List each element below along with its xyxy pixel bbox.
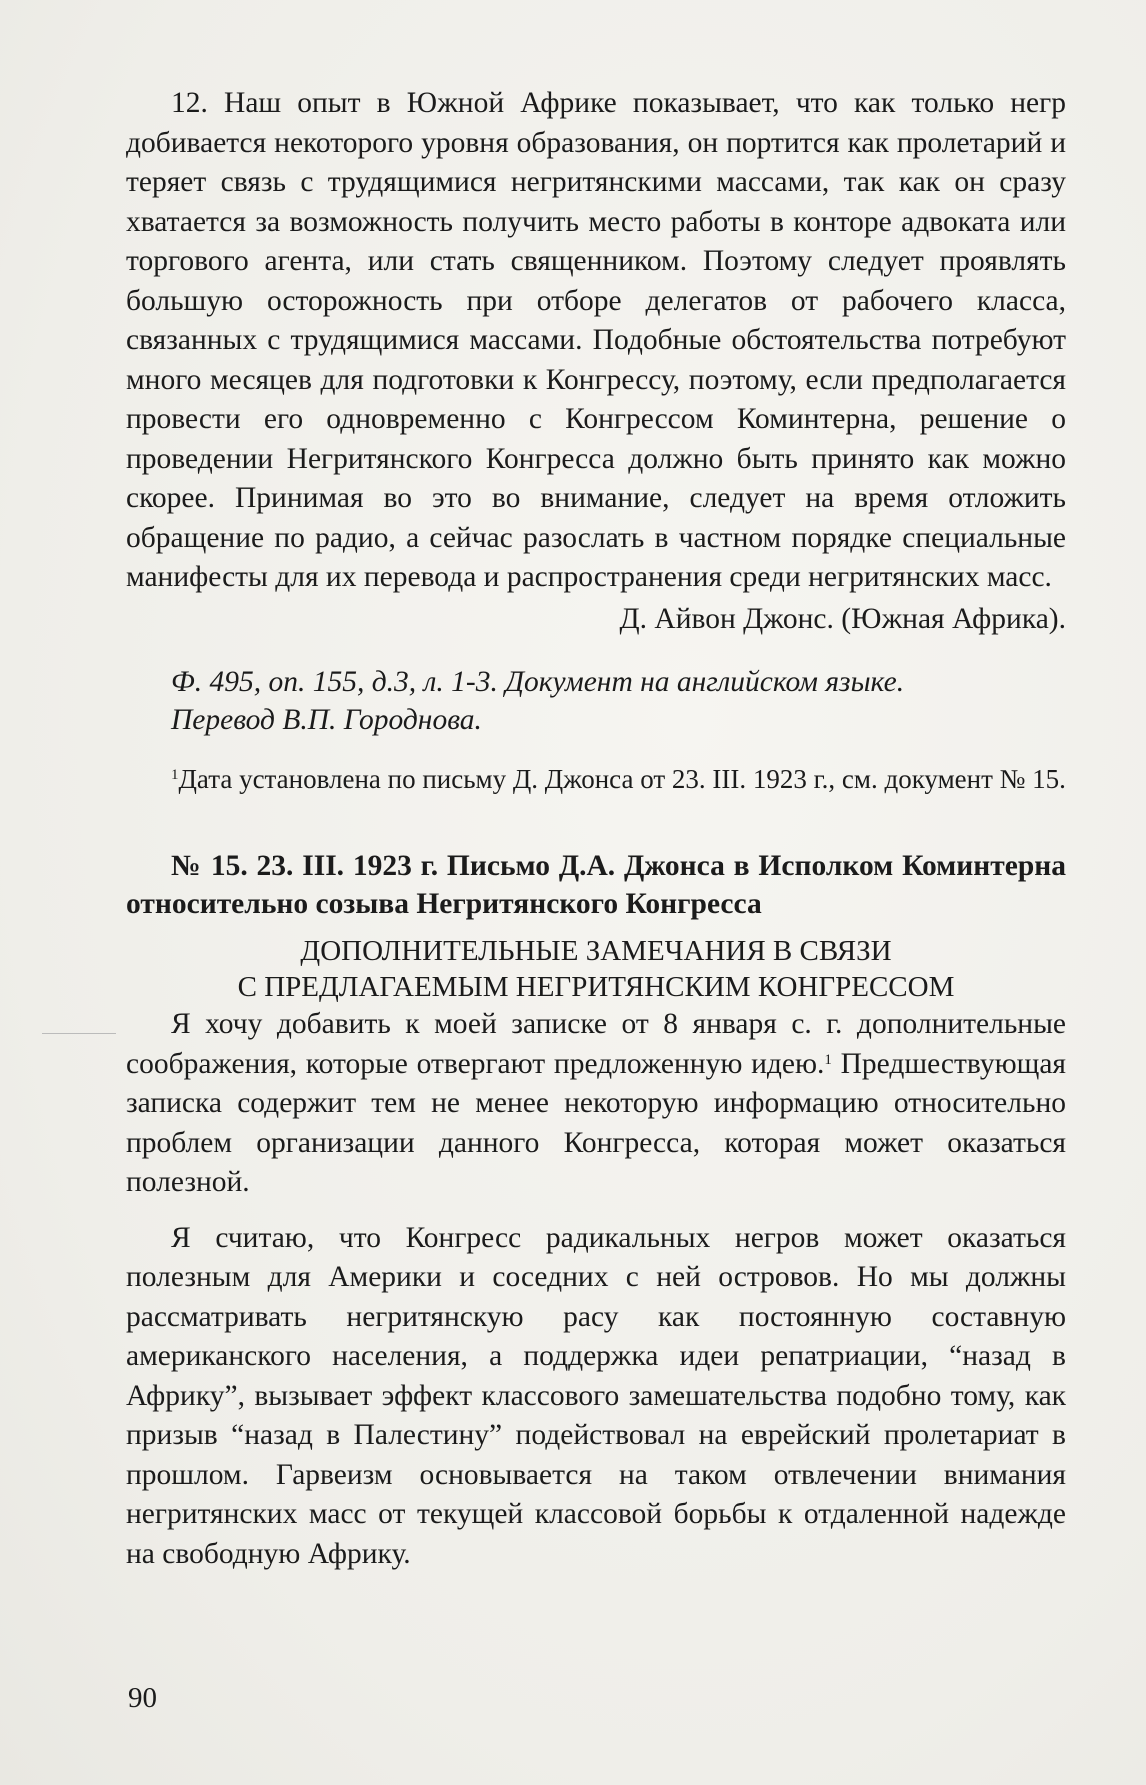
translator-credit: Перевод В.П. Городнова. (171, 704, 482, 736)
document-title: № 15. 23. III. 1923 г. Письмо Д.А. Джонса в Исполком Коминтерна относительно созыва Негритянского Конгресса (126, 850, 1066, 920)
footnote-text: Дата установлена по письму Д. Джонса от 23. III. 1923 г., см. документ № 15. (178, 764, 1066, 794)
signature: Д. Айвон Джонс. (Южная Африка). (619, 602, 1066, 635)
page-number: 90 (128, 1682, 157, 1714)
heading-line-2: С ПРЕДЛАГАЕМЫМ НЕГРИТЯНСКИМ КОНГРЕССОМ (237, 971, 955, 1003)
paragraph-opinion: Я считаю, что Конгресс радикальных негров может оказаться полезным для Америки и соседних с ней островов. Но мы должны рассматривать негритянскую расу как постоянную составную американского населения, а поддержка идеи репатриации, “назад в Африку”, вызывает эффект классового замешательства подобно тому, как призыв “назад в Палестину” подействовал на еврейский пролетариат в прошлом. Гарвеизм основывается на таком отвлечении внимания негритянских масс от текущей классовой борьбы к отдаленной надежде на свободную Африку. (126, 1221, 1066, 1570)
page-content (126, 84, 1066, 1574)
source-reference: Ф. 495, оп. 155, д.3, л. 1-3. Документ на английском языке. (171, 666, 905, 698)
archive-source (171, 663, 1066, 739)
paragraph-footnote-marker: 1 (824, 1051, 832, 1068)
paragraph-addition-text-b: Предшествующая записка содержит тем не менее некоторую информацию относительно проблем организации данного Конгресса, которая может оказаться полезной. (126, 1047, 1066, 1198)
heading-line-1: ДОПОЛНИТЕЛЬНЫЕ ЗАМЕЧАНИЯ В СВЯЗИ (300, 935, 892, 967)
paragraph-12: 12. Наш опыт в Южной Африке показывает, что как только негр добивается некоторого уровня образования, он портится как пролетарий и теряет связь с трудящимися негритянскими массами, так как он сразу хватается за возможность получить место работы в конторе адвоката или торгового агента, или стать священником. Поэтому следует проявлять большую осторожность при отборе делегатов от рабочего класса, связанных с трудящимися массами. Подобные обстоятельства потребуют много месяцев для подготовки к Конгрессу, поэтому, если предполагается провести его одновременно с Конгрессом Коминтерна, решение о проведении Негритянского Конгресса должно быть принято как можно скорее. Принимая во это во внимание, следует на время отложить обращение по радио, а сейчас разослать в частном порядке специальные манифесты для их перевода и распространения среди негритянских масс. (126, 87, 1066, 593)
footnote-marker: 1 (171, 767, 179, 783)
paragraph-addition (126, 1005, 1066, 1203)
footnote (126, 761, 1066, 797)
margin-mark (42, 1033, 116, 1034)
section-heading (126, 933, 1066, 1005)
paragraph-addition-text-a: Я хочу добавить к моей записке от 8 января с. г. дополнительные соображения, которые отвергают предложенную идею. (126, 1008, 1066, 1080)
